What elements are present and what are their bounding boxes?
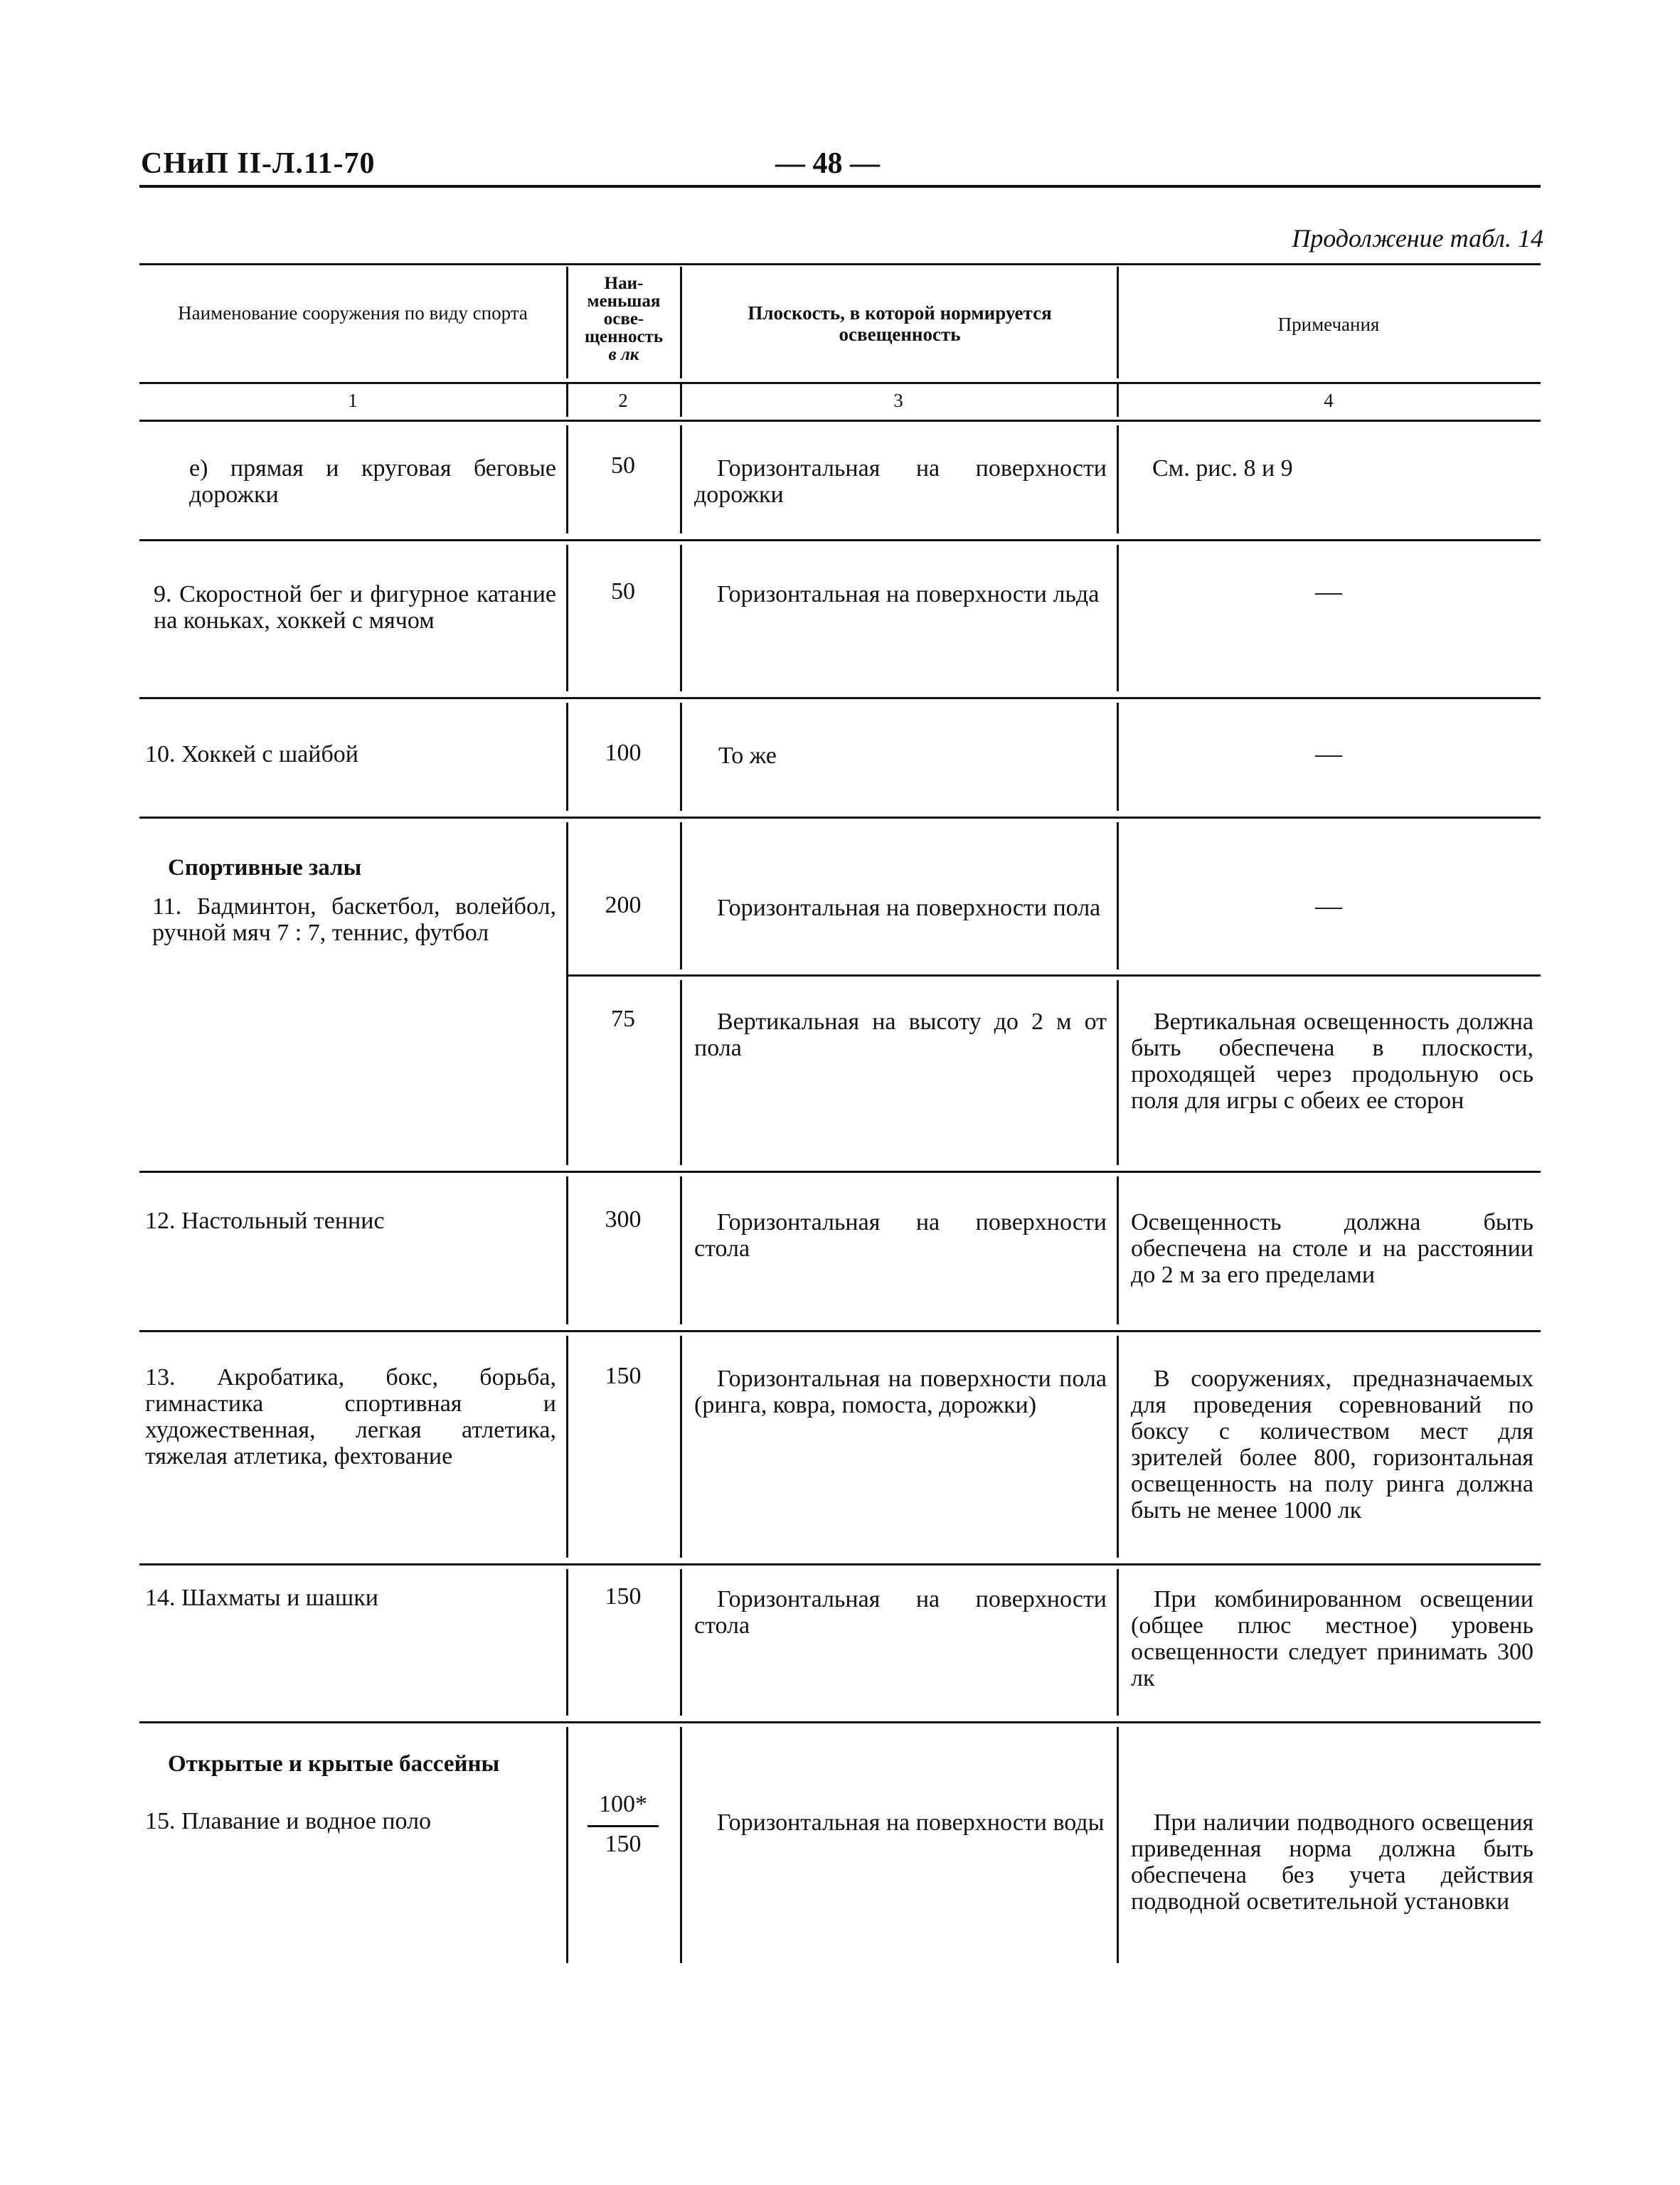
col-divider [680,267,682,378]
col-divider [680,1176,682,1324]
table-row-lux: 200 [605,892,642,918]
col-divider [680,822,682,969]
col-divider [680,1336,682,1558]
table-row-lux: 150 [605,1363,642,1389]
col-divider [1117,1727,1119,1963]
table-row-name: 14. Шахматы и шашки [145,1585,378,1611]
column-header-notes: Примечания [1277,314,1380,335]
table-row-plane: Горизонтальная на поверхности дорожки [694,455,1107,508]
row-rule [139,539,1541,541]
column-header-name: Наименование сооружения по виду спорта [178,302,528,324]
lux-fraction-bar [588,1825,659,1827]
row-rule [139,1563,1541,1565]
table-row-name: 11. Бадминтон, баскетбол, волейбол, ручной мяч 7 : 7, теннис, футбол [152,893,556,946]
table-row-lux: 150 [605,1583,642,1610]
table-row-note: При наличии подводного освещения приведенная норма должна быть обеспечена без учета действия подводной осветительной установки [1131,1809,1533,1915]
header-rule [139,185,1541,188]
col-divider [1117,267,1119,378]
subrow-rule [566,974,1541,977]
table-row-note: Освещенность должна быть обеспечена на столе и на расстоянии до 2 м за его пределами [1131,1209,1533,1288]
document-code: СНиП II-Л.11-70 [141,147,376,180]
col-divider [566,425,568,533]
table-row-note: Вертикальная освещенность должна быть обеспечена в плоскости, проходящей через продольную ось поля для игры с обеих ее сторон [1131,1009,1533,1114]
table-row-note: — [1315,577,1342,607]
table-row-plane: Горизонтальная на поверхности воды [717,1809,1105,1836]
col-divider [566,267,568,378]
col-divider [1117,1176,1119,1324]
column-number: 1 [348,390,358,411]
row-rule [139,697,1541,699]
row-rule [139,1171,1541,1173]
table-row-lux-numerator: 100* [599,1791,647,1817]
col-divider [1117,1336,1119,1558]
col-divider [1117,545,1119,691]
table-row-lux: 50 [611,578,635,605]
table-row-plane: Горизонтальная на поверхности стола [694,1586,1107,1639]
table-row-name: 9. Скоростной бег и фигурное катание на коньках, хоккей с мячом [154,581,556,634]
page-number: — 48 — [775,147,880,180]
col-divider [566,1176,568,1324]
column-header-plane: Плоскость, в которой нормируется освещенность [748,302,1052,345]
header-bottom-rule [139,382,1541,384]
header-line: щенность [584,327,664,346]
table-row-plane: Горизонтальная на поверхности пола [717,895,1101,921]
col-divider [680,1727,682,1963]
column-number: 4 [1324,390,1334,411]
col-divider [680,703,682,811]
table-row-plane: Горизонтальная на поверхности стола [694,1209,1107,1262]
col-divider [566,822,568,1165]
table-row-lux-denominator: 150 [605,1831,642,1857]
table-row-plane: Горизонтальная на поверхности льда [717,581,1100,607]
table-row-note: — [1315,739,1342,769]
table-row-name: 15. Плавание и водное поло [145,1808,432,1834]
row-rule [139,817,1541,819]
col-divider [680,545,682,691]
header-line: осве- [603,309,644,329]
table-row-plane: Горизонтальная на поверхности пола (ринга, ковра, помоста, дорожки) [694,1366,1107,1418]
table-row-plane: То же [718,743,777,769]
table-row-name: 12. Настольный теннис [145,1208,385,1234]
table-row-lux: 100 [605,740,642,766]
row-rule [139,1330,1541,1332]
col-divider [680,980,682,1165]
column-number: 3 [893,390,903,411]
table-row-note: При комбинированном освещении (общее плюс местное) уровень освещенности следует принимать 300 лк [1131,1586,1533,1691]
header-line: меньшая [587,292,661,311]
section-heading: Спортивные залы [168,855,362,881]
col-divider [680,425,682,533]
column-header-lux [569,275,679,363]
table-row-note: — [1315,891,1342,921]
table-row-lux: 50 [611,452,635,479]
col-divider [680,1569,682,1716]
table-top-rule [139,263,1541,265]
column-number: 2 [618,390,628,411]
table-row-lux: 300 [605,1206,642,1233]
row-rule [139,1721,1541,1723]
col-divider [1117,425,1119,533]
table-row-plane: Вертикальная на высоту до 2 м от пола [694,1009,1107,1061]
col-divider [1117,980,1119,1165]
table-row-name: е) прямая и круговая беговые дорожки [189,455,556,508]
table-continuation-label: Продолжение табл. 14 [1292,224,1543,252]
col-divider [566,545,568,691]
table-row-note: См. рис. 8 и 9 [1152,455,1293,482]
colnum-bottom-rule [139,420,1541,422]
section-heading: Открытые и крытые бассейны [168,1751,500,1777]
header-line: в лк [608,345,639,364]
table-row-name: 13. Акробатика, бокс, борьба, гимнастика спортивная и художественная, легкая атлетика, тяжелая атлетика, фехтование [145,1364,556,1469]
table-row-note: В сооружениях, предназначаемых для проведения соревнований по боксу с количеством мест для зрителей более 800, горизонтальная освещенность на полу ринга должна быть не менее 1000 лк [1131,1366,1533,1524]
table-row-name: 10. Хоккей с шайбой [145,741,358,767]
table-row-lux: 75 [611,1006,635,1032]
header-line: Наи- [604,274,644,293]
col-divider [1117,1569,1119,1716]
